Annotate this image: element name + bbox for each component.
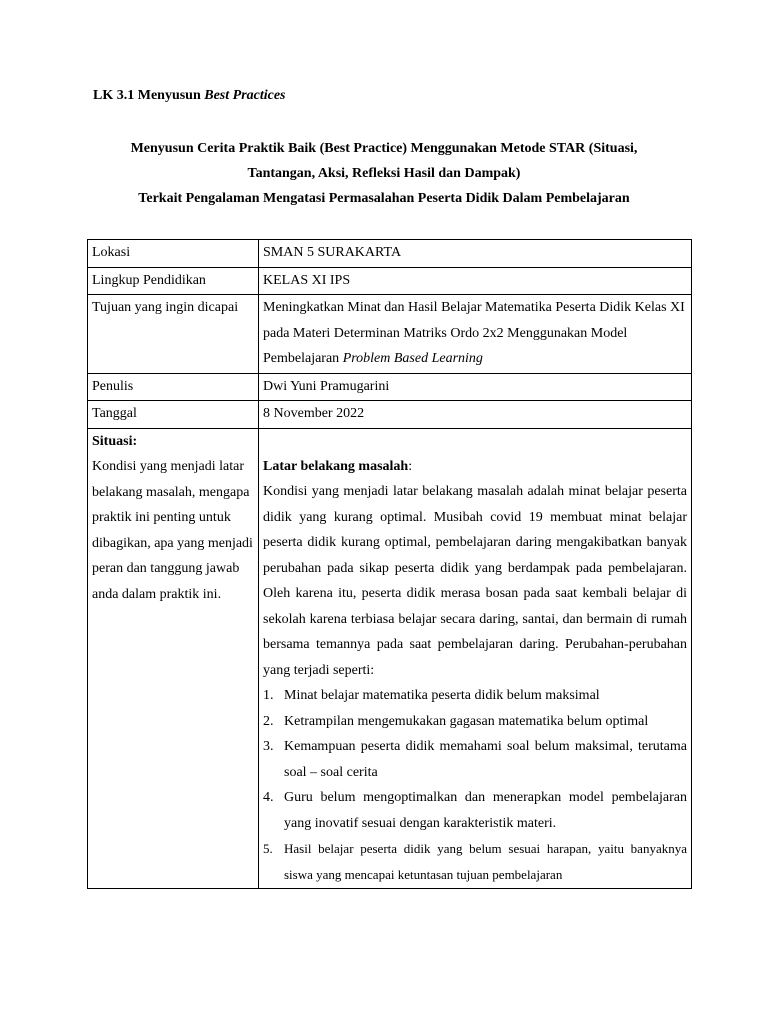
problem-list bbox=[263, 683, 687, 887]
row-value-penulis: Dwi Yuni Pramugarini bbox=[259, 373, 692, 401]
list-item bbox=[263, 785, 687, 836]
list-item-text: Guru belum mengoptimalkan dan menerapkan model pembelajaran yang inovatif sesuai dengan karakteristik materi. bbox=[284, 790, 687, 831]
table-row bbox=[88, 295, 692, 374]
row-value-lokasi: SMAN 5 SURAKARTA bbox=[259, 240, 692, 268]
list-item bbox=[263, 734, 687, 785]
list-item-text: Minat belajar matematika peserta didik belum maksimal bbox=[284, 688, 600, 703]
row-label-tanggal: Tanggal bbox=[88, 401, 259, 429]
document-heading bbox=[80, 136, 688, 211]
table-row bbox=[88, 373, 692, 401]
row-label-penulis: Penulis bbox=[88, 373, 259, 401]
heading-line-3: Terkait Pengalaman Mengatasi Permasalahan Peserta Didik Dalam Pembelajaran bbox=[138, 191, 630, 206]
row-value-lingkup: KELAS XI IPS bbox=[259, 267, 692, 295]
list-item-text: Ketrampilan mengemukakan gagasan matematika belum optimal bbox=[284, 713, 649, 729]
list-item-number: 5. bbox=[263, 841, 273, 856]
table-row bbox=[88, 401, 692, 429]
list-item bbox=[263, 836, 687, 887]
list-item bbox=[263, 683, 687, 709]
situasi-prompt-cell bbox=[88, 428, 259, 889]
table-row-situasi bbox=[88, 428, 692, 889]
best-practice-table bbox=[87, 239, 692, 889]
situasi-prompt: Kondisi yang menjadi latar belakang masalah, mengapa praktik ini penting untuk dibagikan, apa yang menjadi peran dan tanggung jawab anda dalam praktik ini. bbox=[92, 459, 253, 602]
list-item-number: 2. bbox=[263, 713, 274, 729]
row-label-tujuan: Tujuan yang ingin dicapai bbox=[88, 295, 259, 374]
list-item-number: 4. bbox=[263, 790, 274, 805]
situasi-heading: Situasi: bbox=[92, 433, 138, 449]
row-value-tujuan bbox=[259, 295, 692, 374]
latar-belakang-paragraph: Kondisi yang menjadi latar belakang masalah adalah minat belajar peserta didik yang kurang optimal. Musibah covid 19 membuat minat belajar peserta didik kurang optimal, pembelajaran daring mengakibatkan banyak perubahan pada sikap peserta didik yang berdampak pada pembelajaran. Oleh karena itu, peserta didik merasa bosan pada saat kembali belajar di sekolah karena terbiasa belajar secara daring, santai, dan bermain di rumah bersama temannya pada saat pembelajaran daring. Perubahan-perubahan yang terjadi seperti: bbox=[263, 484, 687, 678]
worksheet-label-italic: Best Practices bbox=[204, 88, 286, 103]
list-item-number: 1. bbox=[263, 688, 274, 703]
situasi-content-cell bbox=[259, 428, 692, 889]
row-label-lokasi: Lokasi bbox=[88, 240, 259, 268]
heading-line-1: Menyusun Cerita Praktik Baik (Best Practice) Menggunakan Metode STAR (Situasi, bbox=[130, 141, 638, 156]
list-item-text: Hasil belajar peserta didik yang belum sesuai harapan, yaitu banyaknya siswa yang mencapai ketuntasan tujuan pembelajaran bbox=[284, 841, 687, 882]
list-item bbox=[263, 709, 687, 735]
row-value-tanggal: 8 November 2022 bbox=[259, 401, 692, 429]
tujuan-text-italic: Problem Based Learning bbox=[342, 351, 483, 366]
latar-belakang-heading bbox=[263, 454, 687, 480]
latar-belakang-title: Latar belakang masalah bbox=[263, 458, 409, 474]
table-row bbox=[88, 240, 692, 268]
row-label-lingkup: Lingkup Pendidikan bbox=[88, 267, 259, 295]
worksheet-label: LK 3.1 Menyusun bbox=[93, 88, 201, 103]
table-row bbox=[88, 267, 692, 295]
list-item-text: Kemampuan peserta didik memahami soal belum maksimal, terutama soal – soal cerita bbox=[284, 739, 687, 780]
worksheet-title bbox=[93, 88, 286, 104]
heading-line-2: Tantangan, Aksi, Refleksi Hasil dan Dampak) bbox=[247, 166, 521, 181]
latar-belakang-colon: : bbox=[408, 458, 413, 474]
list-item-number: 3. bbox=[263, 739, 274, 754]
spacer bbox=[263, 429, 687, 454]
tujuan-text: Meningkatkan Minat dan Hasil Belajar Matematika Peserta Didik Kelas XI pada Materi Determinan Matriks Ordo 2x2 Menggunakan Model Pembelajaran bbox=[263, 300, 685, 366]
